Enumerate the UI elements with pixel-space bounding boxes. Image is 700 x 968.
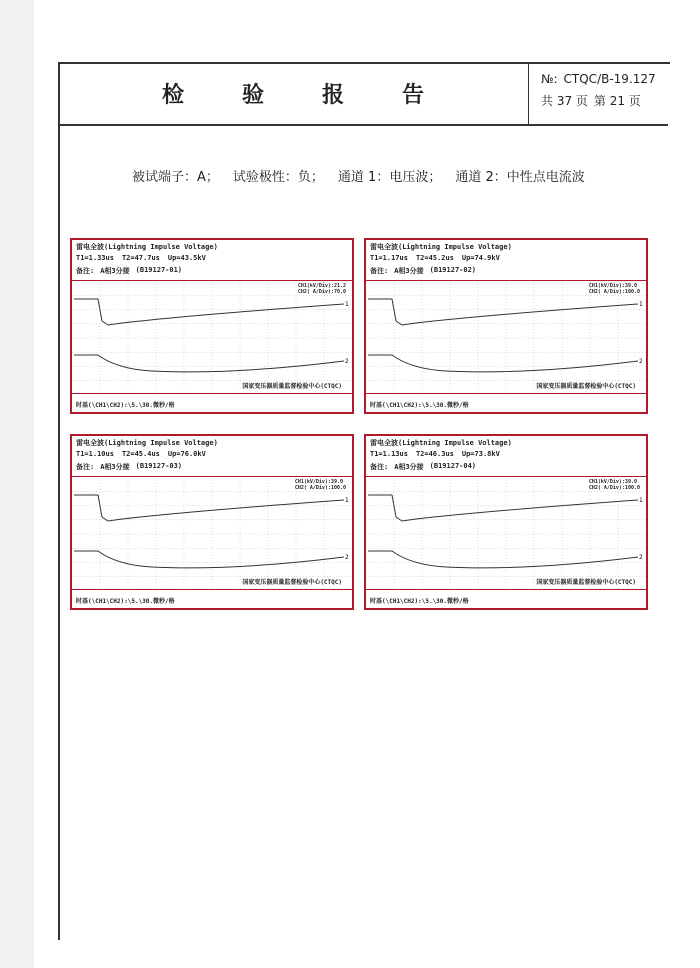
ch1-trace	[368, 299, 638, 325]
title-char: 检	[161, 81, 184, 108]
osc-t1: T1=1.17us	[370, 254, 408, 262]
osc-t1: T1=1.33us	[76, 254, 114, 262]
osc-title: 雷电全波(Lightning Impulse Voltage)	[76, 243, 218, 251]
channel1-info: 通道 1：电压波；	[337, 170, 442, 185]
osc-params	[76, 450, 206, 458]
ch1-trace	[74, 299, 344, 325]
polarity-info: 试验极性：负；	[232, 170, 324, 185]
ch1-marker: 1	[345, 301, 349, 308]
osc-org: 国家变压器质量监督检验中心(CTQC)	[242, 383, 342, 390]
ch1-marker: 1	[639, 497, 643, 504]
terminal-info: 被试端子：A；	[132, 170, 219, 185]
osc-up: Up=73.8kV	[461, 450, 500, 458]
channel2-info: 通道 2：中性点电流波	[455, 170, 585, 185]
ch1-marker: 1	[639, 301, 643, 308]
osc-ch1-scale: CH1(kV/Div):39.0	[294, 479, 343, 485]
osc-up: Up=74.9kV	[461, 254, 500, 262]
page-count-line	[541, 90, 668, 112]
osc-t2: T2=45.2us	[415, 254, 454, 262]
ch2-trace	[368, 355, 638, 372]
osc-title: 雷电全波(Lightning Impulse Voltage)	[76, 439, 218, 447]
osc-plot	[72, 476, 352, 590]
osc-graph	[72, 477, 352, 591]
ch2-trace	[368, 551, 638, 568]
osc-timebase: 时基(\CH1\CH2):\5.\30.微秒/格	[370, 402, 469, 409]
osc-t2: T2=47.7us	[121, 254, 160, 262]
title-char: 验	[241, 81, 264, 108]
osc-note-label: 备注:	[76, 463, 95, 471]
osc-t2: T2=46.3us	[415, 450, 454, 458]
osc-params	[76, 254, 206, 262]
osc-t1: T1=1.10us	[76, 450, 114, 458]
osc-note-text: A相3分接	[100, 267, 130, 275]
osc-org: 国家变压器质量监督检验中心(CTQC)	[242, 579, 342, 586]
osc-scale	[295, 479, 346, 491]
osc-timebase: 时基(\CH1\CH2):\5.\30.微秒/格	[76, 598, 175, 605]
osc-id: (B19127-04)	[429, 462, 477, 470]
osc-ch2-scale: CH2( A/Div):100.0	[588, 485, 640, 491]
osc-up: Up=43.5kV	[167, 254, 206, 262]
osc-note-label: 备注:	[370, 267, 389, 275]
osc-ch2-scale: CH2( A/Div):100.0	[294, 485, 346, 491]
oscillogram-2	[364, 238, 648, 414]
osc-note	[370, 266, 476, 276]
osc-note	[76, 266, 182, 276]
oscillogram-1	[70, 238, 354, 414]
osc-ch1-scale: CH1(kV/Div):21.2	[297, 283, 346, 289]
osc-params	[370, 450, 500, 458]
osc-timebase: 时基(\CH1\CH2):\5.\30.微秒/格	[370, 598, 469, 605]
osc-ch1-scale: CH1(kV/Div):39.0	[588, 479, 637, 485]
report-no-label: №:	[541, 72, 558, 86]
ch2-trace	[74, 551, 344, 568]
osc-note-text: A相3分接	[100, 463, 130, 471]
title-char: 告	[401, 81, 424, 108]
report-header	[58, 62, 668, 126]
ch1-trace	[368, 495, 638, 521]
osc-ch1-scale: CH1(kV/Div):39.0	[588, 283, 637, 289]
osc-ch2-scale: CH2( A/Div):100.0	[588, 289, 640, 295]
osc-note-text: A相3分接	[394, 267, 424, 275]
osc-id: (B19127-03)	[135, 462, 183, 470]
osc-params	[370, 254, 500, 262]
total-pages: 共 37 页	[541, 94, 588, 108]
ch2-marker: 2	[639, 358, 643, 365]
test-info	[132, 166, 585, 185]
report-info	[528, 62, 668, 124]
osc-id: (B19127-02)	[429, 266, 477, 274]
osc-t2: T2=45.4us	[121, 450, 160, 458]
osc-scale	[298, 283, 346, 295]
ch2-marker: 2	[345, 358, 349, 365]
osc-up: Up=76.0kV	[167, 450, 206, 458]
ch2-trace	[74, 355, 344, 372]
osc-graph	[72, 281, 352, 395]
osc-graph	[366, 477, 646, 591]
osc-plot	[366, 476, 646, 590]
osc-ch2-scale: CH2( A/Div):70.0	[297, 289, 346, 295]
osc-scale	[589, 283, 640, 295]
ch2-marker: 2	[345, 554, 349, 561]
report-number-line	[541, 68, 668, 90]
osc-note-label: 备注:	[370, 463, 389, 471]
oscillogram-4	[364, 434, 648, 610]
osc-graph	[366, 281, 646, 395]
report-no: CTQC/B-19.127	[563, 72, 656, 86]
osc-timebase: 时基(\CH1\CH2):\5.\30.微秒/格	[76, 402, 175, 409]
osc-t1: T1=1.13us	[370, 450, 408, 458]
osc-title: 雷电全波(Lightning Impulse Voltage)	[370, 243, 512, 251]
oscillogram-3	[70, 434, 354, 610]
title-char: 报	[321, 81, 344, 108]
osc-note-text: A相3分接	[394, 463, 424, 471]
osc-id: (B19127-01)	[135, 266, 183, 274]
scan-edge	[0, 0, 34, 968]
osc-title: 雷电全波(Lightning Impulse Voltage)	[370, 439, 512, 447]
page-number: 第 21 页	[593, 94, 641, 108]
osc-scale	[589, 479, 640, 491]
osc-plot	[366, 280, 646, 394]
report-title	[58, 62, 528, 124]
osc-plot	[72, 280, 352, 394]
osc-note	[370, 462, 476, 472]
ch2-marker: 2	[639, 554, 643, 561]
ch1-marker: 1	[345, 497, 349, 504]
osc-note	[76, 462, 182, 472]
osc-org: 国家变压器质量监督检验中心(CTQC)	[536, 383, 636, 390]
ch1-trace	[74, 495, 344, 521]
osc-note-label: 备注:	[76, 267, 95, 275]
osc-org: 国家变压器质量监督检验中心(CTQC)	[536, 579, 636, 586]
